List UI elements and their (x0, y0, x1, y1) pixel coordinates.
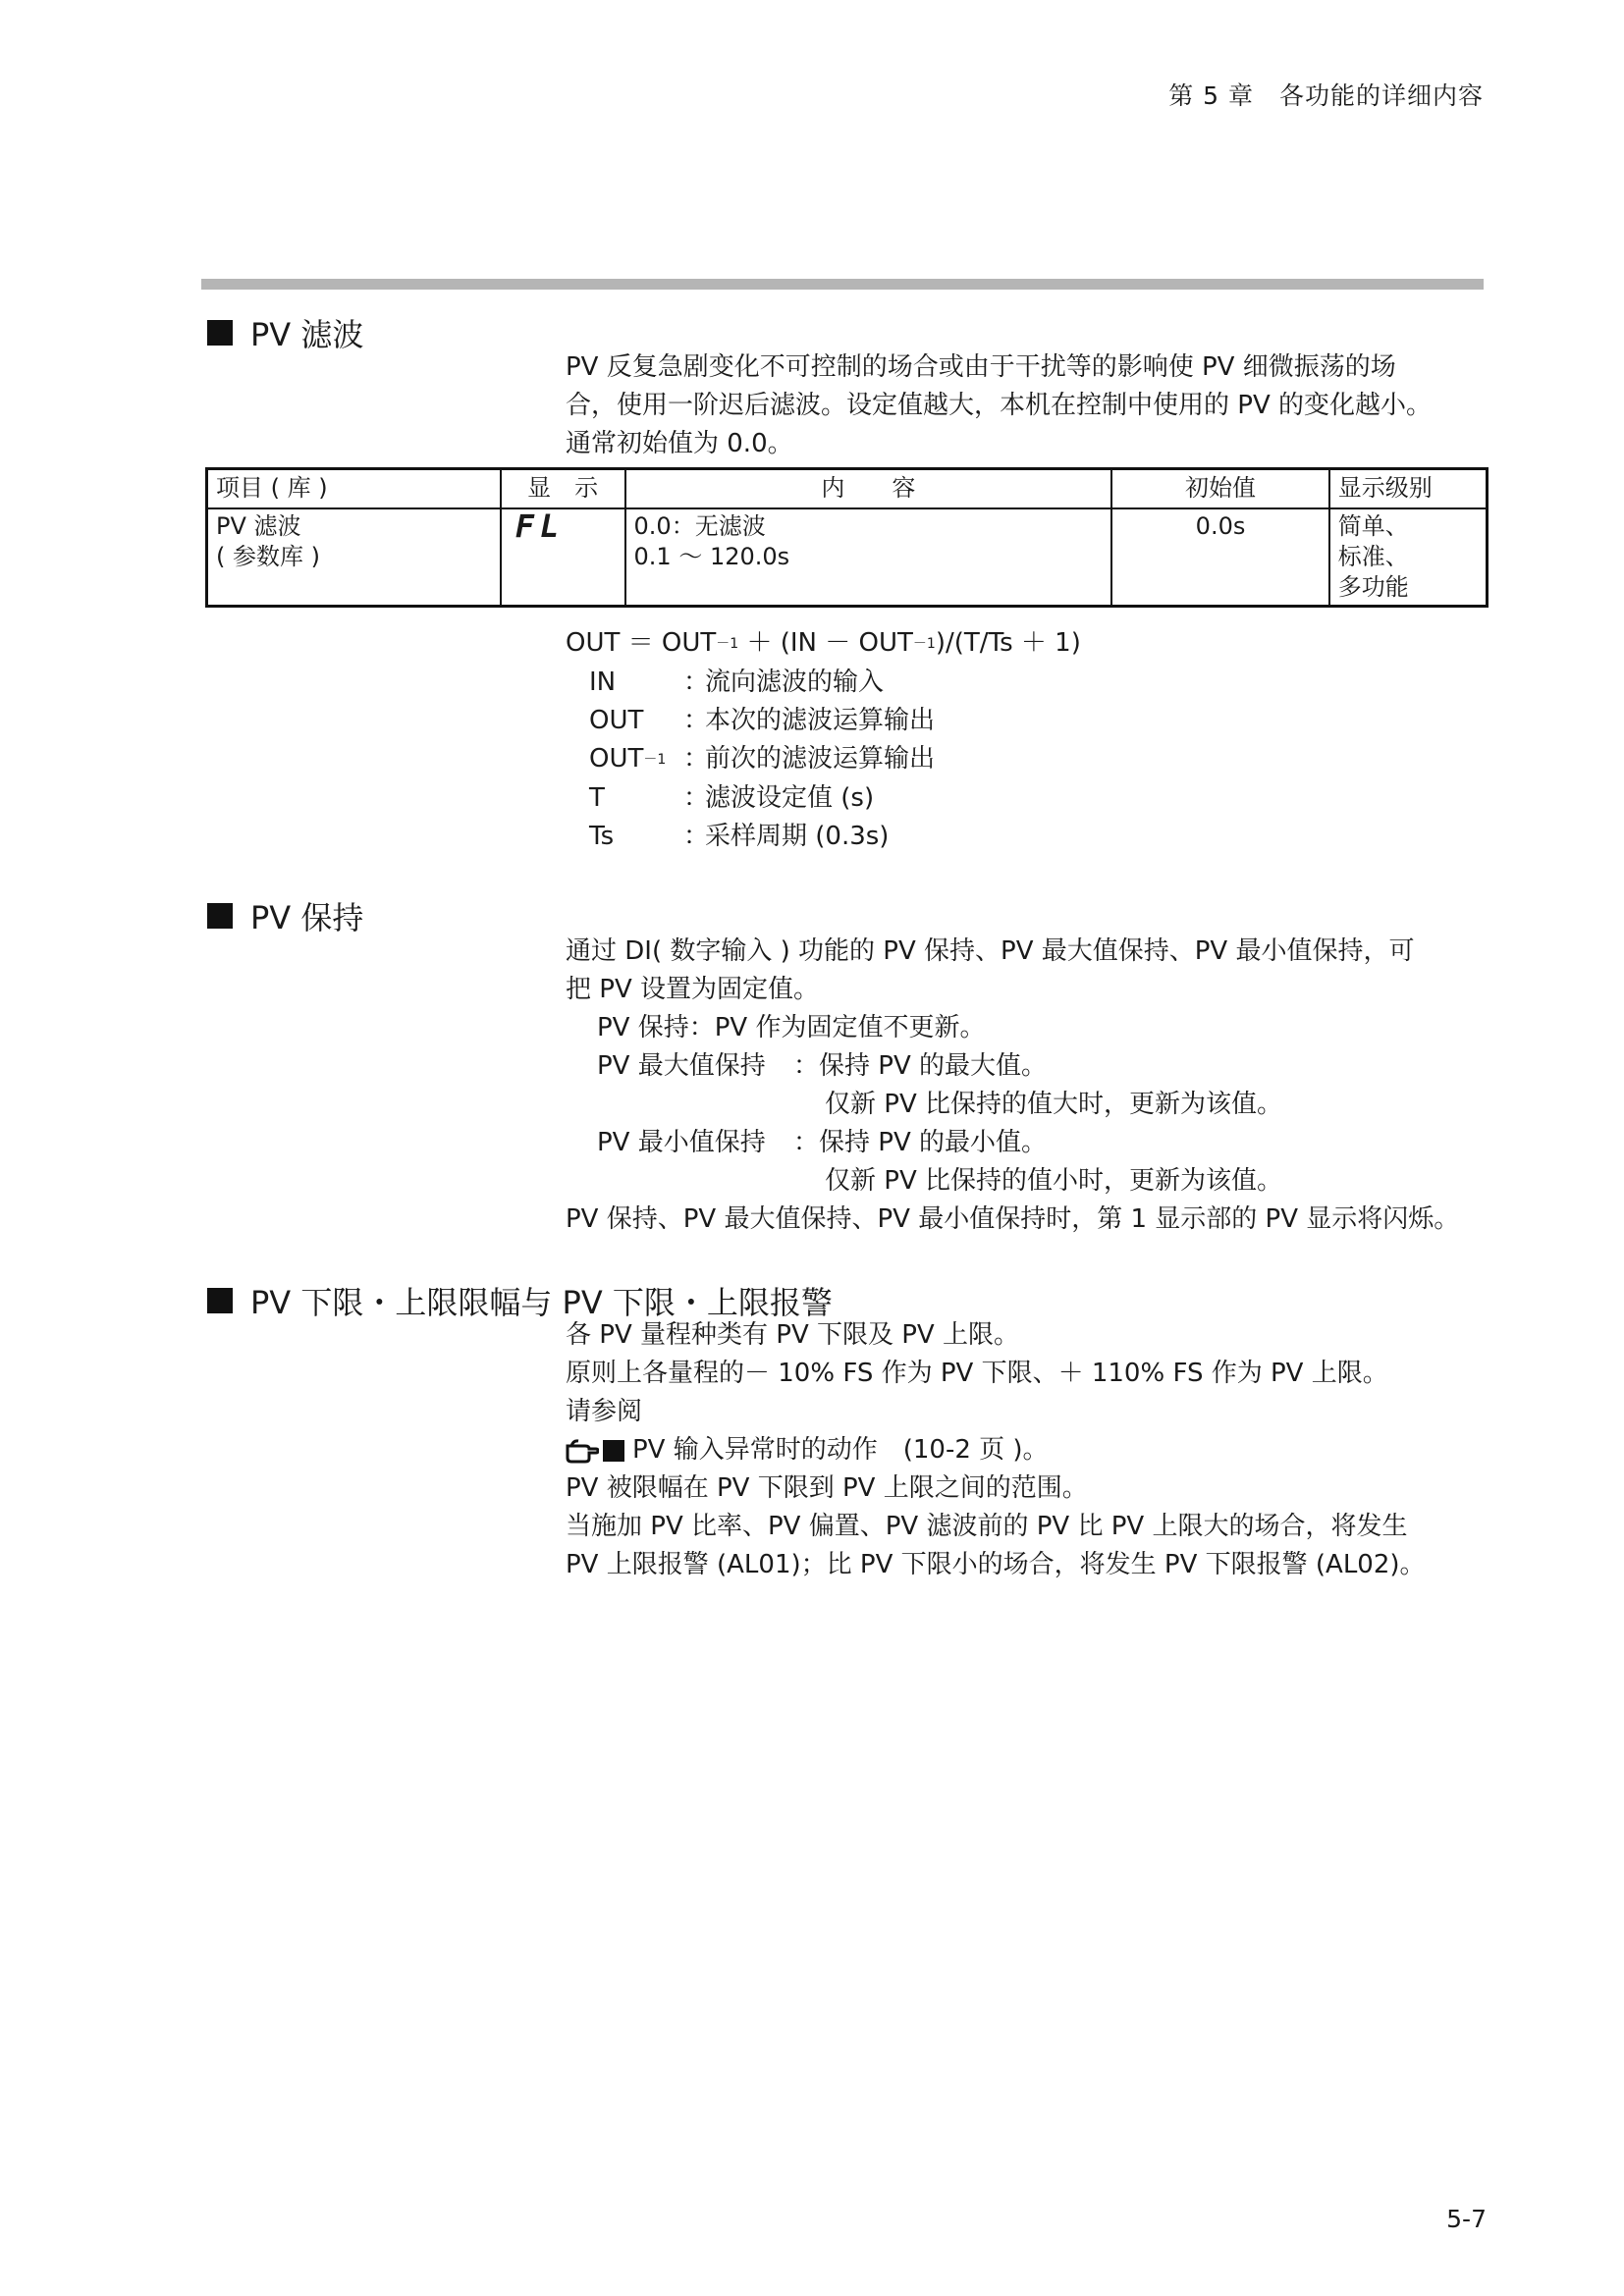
hold-desc: ：保持 PV 的最小值。 (793, 1128, 1047, 1157)
section-bullet-icon (207, 903, 233, 929)
definition-row (566, 779, 1489, 818)
definition-row (566, 702, 1489, 740)
item-name: PV 滤波 (216, 511, 301, 540)
hold-min-row (566, 1124, 1489, 1162)
segment-display-code: FL (514, 507, 566, 545)
hold-max-row (566, 1047, 1489, 1086)
level-line: 标准、 (1337, 542, 1409, 570)
paragraph-line: 当施加 PV 比率、PV 偏置、PV 滤波前的 PV 比 PV 上限大的场合，将发生 (566, 1512, 1408, 1541)
definition-desc: 本次的滤波运算输出 (705, 706, 936, 735)
section-bullet-icon (207, 1288, 233, 1313)
section-title-text: PV 下限・上限限幅与 PV 下限・上限报警 (250, 1284, 833, 1321)
definition-separator: ： (683, 667, 710, 697)
reference-text: PV 输入异常时的动作 (10-2 页 )。 (632, 1435, 1049, 1465)
hold-desc-cont: 仅新 PV 比保持的值大时，更新为该值。 (825, 1090, 1282, 1119)
paragraph-line: 通过 DI( 数字输入 ) 功能的 PV 保持、PV 最大值保持、PV 最小值保持，可 (566, 936, 1415, 966)
definition-separator: ： (683, 706, 710, 735)
cell-initial: 0.0s (1111, 508, 1329, 607)
paragraph-line: 合，使用一阶迟后滤波。设定值越大，本机在控制中使用的 PV 的变化越小。 (566, 391, 1432, 420)
item-bank: ( 参数库 ) (216, 542, 320, 570)
level-line: 简单、 (1337, 511, 1409, 540)
hold-body (566, 933, 1489, 1239)
limit-body (566, 1316, 1489, 1584)
header-cell-display: 显 示 (501, 469, 625, 508)
content-line: 0.1 ～ 120.0s (633, 542, 790, 570)
section-title-text: PV 保持 (250, 899, 364, 936)
filter-formula-block (566, 624, 1489, 856)
definition-row (566, 664, 1489, 702)
section-title-text: PV 滤波 (250, 316, 364, 353)
pointing-hand-icon (566, 1438, 599, 1464)
cell-display (501, 508, 625, 607)
formula-part: )/(T/Ts ＋ 1) (935, 628, 1081, 658)
reference-square-icon (603, 1440, 624, 1462)
hold-term: PV 最大值保持 (597, 1051, 766, 1081)
formula (566, 624, 1489, 664)
header-cell-initial: 初始值 (1111, 469, 1329, 508)
table-header-row (207, 469, 1488, 508)
paragraph-line: 通常初始值为 0.0。 (566, 429, 793, 458)
definition-desc: 滤波设定值 (s) (705, 783, 875, 813)
definition-desc: 流向滤波的输入 (705, 667, 885, 697)
definition-separator: ： (683, 822, 710, 851)
paragraph-line: 原则上各量程的－ 10% FS 作为 PV 下限、＋ 110% FS 作为 PV 上限。 (566, 1359, 1388, 1388)
definition-term (566, 818, 683, 856)
paragraph-line: 请参阅 (566, 1397, 643, 1426)
formula-part: ＋ (IN － OUT (738, 628, 913, 658)
section-bullet-icon (207, 320, 233, 346)
definition-term (566, 702, 683, 740)
section-title-pv-hold (207, 893, 363, 938)
formula-subscript: －1 (912, 636, 936, 652)
hold-note: PV 保持、PV 最大值保持、PV 最小值保持时，第 1 显示部的 PV 显示将闪烁。 (566, 1204, 1460, 1234)
definition-desc: 前次的滤波运算输出 (705, 744, 936, 774)
definition-term (566, 740, 683, 779)
definition-desc: 采样周期 (0.3s) (705, 822, 890, 851)
chapter-header: 第 5 章 各功能的详细内容 (1168, 81, 1484, 110)
pv-hold-line: PV 保持：PV 作为固定值不更新。 (597, 1013, 986, 1042)
level-line: 多功能 (1337, 572, 1409, 601)
definition-term (566, 779, 683, 818)
table-row (207, 508, 1488, 607)
header-rule (201, 279, 1484, 290)
paragraph-line: 把 PV 设置为固定值。 (566, 975, 819, 1004)
term-subscript: －1 (643, 752, 667, 768)
header-cell-item: 项目 ( 库 ) (207, 469, 501, 508)
term-text: OUT (589, 744, 644, 774)
term-text: OUT (589, 706, 644, 735)
definition-separator: ： (683, 744, 710, 774)
header-cell-level: 显示级别 (1329, 469, 1488, 508)
hold-term: PV 最小值保持 (597, 1128, 766, 1157)
reference-link[interactable] (566, 1431, 1489, 1469)
paragraph-line: PV 被限幅在 PV 下限到 PV 上限之间的范围。 (566, 1473, 1088, 1503)
term-text: T (589, 783, 605, 813)
cell-content (625, 508, 1112, 607)
definition-row (566, 818, 1489, 856)
parameter-table (205, 467, 1489, 608)
cell-level (1329, 508, 1488, 607)
hold-desc: ：保持 PV 的最大值。 (793, 1051, 1047, 1081)
filter-intro (566, 348, 1489, 463)
header-cell-content: 内 容 (625, 469, 1112, 508)
paragraph-line: 各 PV 量程种类有 PV 下限及 PV 上限。 (566, 1320, 1019, 1350)
formula-subscript: －1 (716, 636, 739, 652)
definition-row (566, 740, 1489, 779)
definition-term (566, 664, 683, 702)
content-line: 0.0：无滤波 (633, 511, 766, 540)
formula-part: OUT ＝ OUT (566, 628, 717, 658)
cell-item (207, 508, 501, 607)
paragraph-line: PV 反复急剧变化不可控制的场合或由于干扰等的影响使 PV 细微振荡的场 (566, 352, 1396, 382)
page-number: 5-7 (1446, 2205, 1487, 2233)
section-title-pv-filter (207, 310, 363, 355)
term-text: Ts (589, 822, 615, 851)
hold-desc-cont: 仅新 PV 比保持的值小时，更新为该值。 (825, 1166, 1282, 1196)
term-text: IN (589, 667, 617, 697)
paragraph-line: PV 上限报警 (AL01)；比 PV 下限小的场合，将发生 PV 下限报警 (AL02)。 (566, 1550, 1426, 1579)
definition-separator: ： (683, 783, 710, 813)
